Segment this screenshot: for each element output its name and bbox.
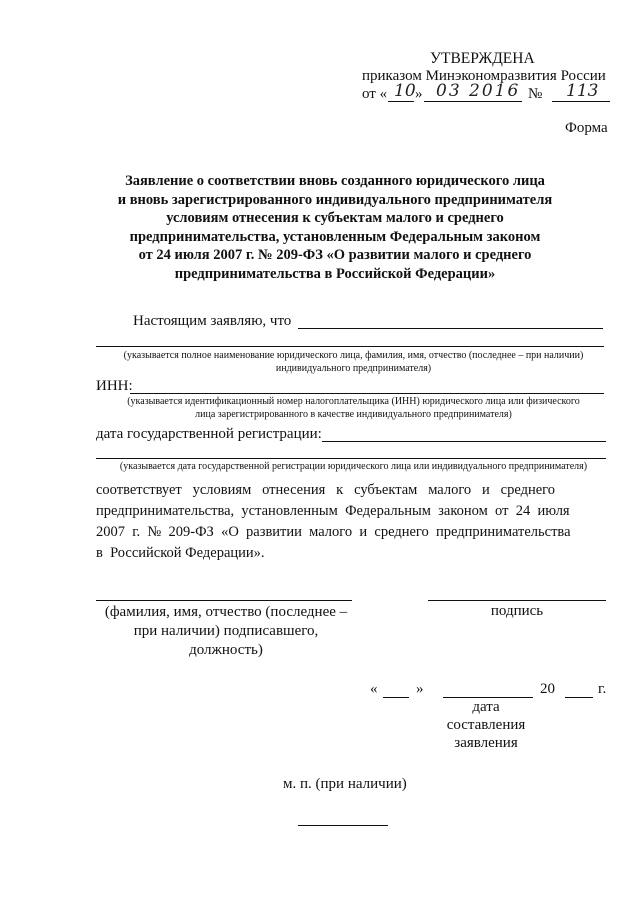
title-line: и вновь зарегистрированного индивидуального предпринимателя xyxy=(117,191,553,208)
hint-line: (указывается идентификационный номер налогоплательщика (ИНН) юридического лица или физического xyxy=(127,396,580,407)
document-title xyxy=(100,172,570,283)
hint-line: индивидуального предпринимателя) xyxy=(275,363,432,374)
approved-label: УТВЕРЖДЕНА xyxy=(430,50,535,67)
inn-hint xyxy=(96,395,611,421)
caption-line: при наличии) подписавшего, xyxy=(133,623,319,639)
fio-caption xyxy=(96,603,356,660)
inn-field[interactable] xyxy=(130,393,604,394)
hint-line: (указывается полное наименование юридического лица, фамилия, имя, отчество (последнее – при наличии) xyxy=(123,350,584,361)
order-date-day: 10 xyxy=(394,81,416,101)
date-quote-open: « xyxy=(370,681,378,697)
statement-line: 2007 г. № 209-ФЗ «О развитии малого и среднего предпринимательства xyxy=(96,524,571,540)
statement-text xyxy=(96,480,612,564)
order-date-prefix: от « xyxy=(362,86,388,102)
order-line: приказом Минэкономразвития России xyxy=(362,68,606,84)
caption-line: должность) xyxy=(189,642,263,658)
order-date-close: » xyxy=(415,86,423,102)
statement-line: соответствует условиям отнесения к субъектам малого и среднего xyxy=(96,482,556,498)
title-line: предпринимательства, установленным Федеральным законом xyxy=(129,228,541,245)
reg-date-field[interactable] xyxy=(322,441,606,442)
name-field[interactable] xyxy=(298,328,603,329)
order-date-month-year: 03 2016 xyxy=(436,81,521,101)
name-field-continuation[interactable] xyxy=(96,346,604,347)
inn-label: ИНН: xyxy=(96,378,133,394)
form-label: Форма xyxy=(565,120,608,136)
title-line: условиям отнесения к субъектам малого и среднего xyxy=(166,210,504,226)
name-hint xyxy=(96,349,611,375)
title-line: предпринимательства в Российской Федерации» xyxy=(174,265,496,282)
order-number-value: 113 xyxy=(566,81,599,101)
date-quote-close: » xyxy=(416,681,424,697)
reg-date-field-continuation[interactable] xyxy=(96,458,606,459)
date-day-field[interactable] xyxy=(383,697,409,698)
date-year-field[interactable] xyxy=(565,697,593,698)
signature-caption: подпись xyxy=(490,603,544,619)
caption-line: (фамилия, имя, отчество (последнее – xyxy=(104,604,348,620)
order-number-sign: № xyxy=(528,86,543,102)
year-suffix: г. xyxy=(598,681,607,697)
statement-line: предпринимательства, установленным Федеральным законом от 24 июля xyxy=(96,503,570,519)
hint-line: лица зарегистрированного в качестве индивидуального предпринимателя) xyxy=(195,409,512,420)
reg-date-label: дата государственной регистрации: xyxy=(96,426,322,442)
title-line: Заявление о соответствии вновь созданного юридического лица xyxy=(125,173,545,189)
date-caption xyxy=(436,698,536,752)
caption-line: составления xyxy=(446,717,526,733)
reg-date-hint: (указывается дата государственной регистрации юридического лица или индивидуального предпринимателя) xyxy=(119,461,588,472)
year-prefix: 20 xyxy=(540,681,555,697)
caption-line: дата xyxy=(472,699,500,715)
signature-line[interactable] xyxy=(428,600,606,601)
stamp-line xyxy=(298,825,388,826)
fio-signature-line[interactable] xyxy=(96,600,352,601)
title-line: от 24 июля 2007 г. № 209-ФЗ «О развитии малого и среднего xyxy=(138,247,532,263)
caption-line: заявления xyxy=(454,735,518,751)
stamp-label: м. п. (при наличии) xyxy=(283,776,407,792)
statement-line: в Российской Федерации». xyxy=(96,545,265,561)
declare-label: Настоящим заявляю, что xyxy=(133,313,292,329)
